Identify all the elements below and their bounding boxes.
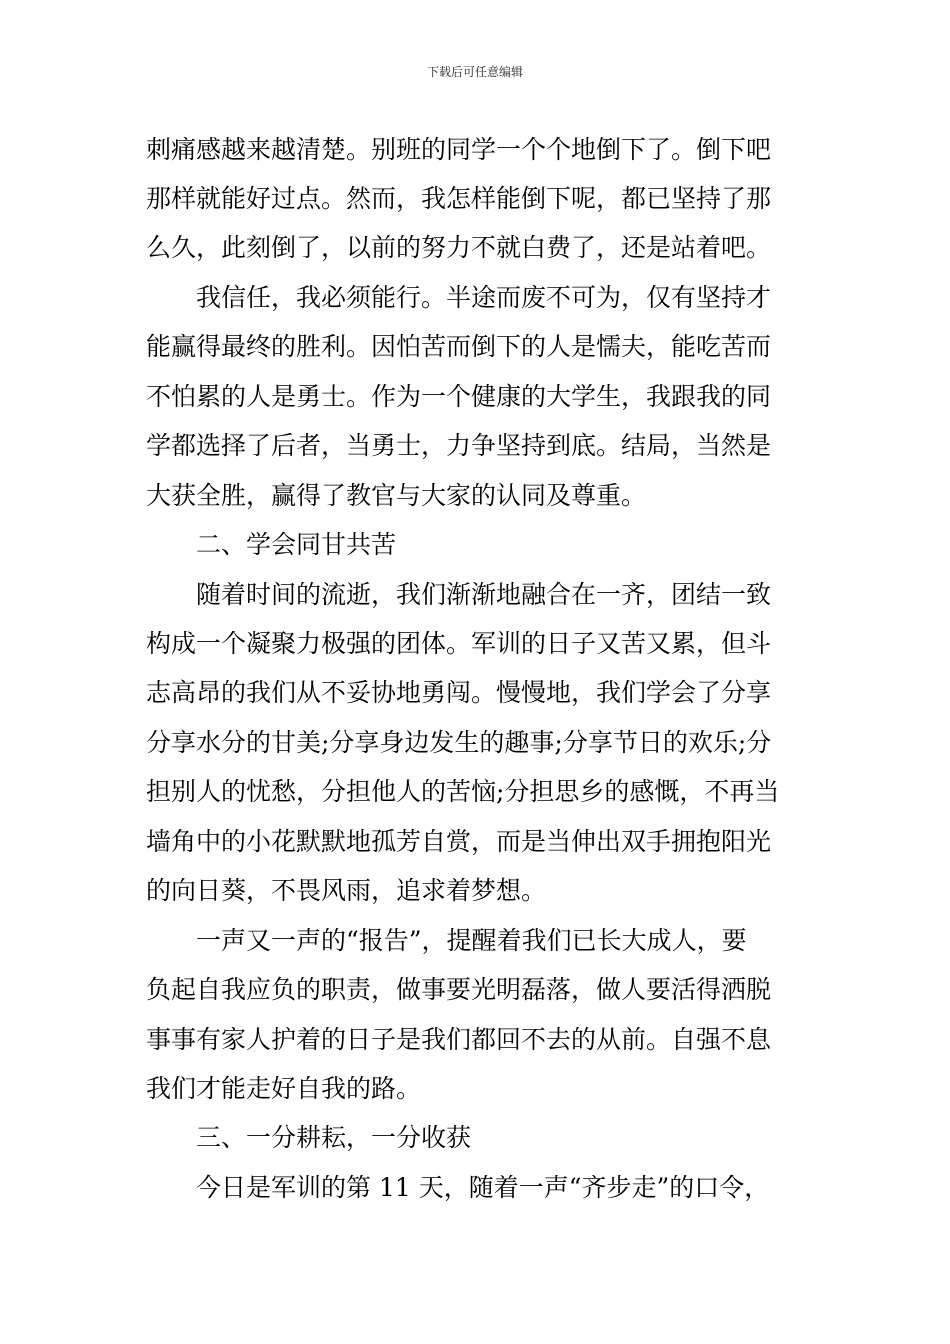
text-line: 么久，此刻倒了，以前的努力不就白费了，还是站着吧。 bbox=[146, 233, 772, 262]
text-line: 构成一个凝聚力极强的团体。军训的日子又苦又累，但斗 bbox=[146, 629, 772, 658]
text-line: 担别人的忧愁，分担他人的苦恼;分担思乡的感慨，不再当 bbox=[146, 777, 780, 806]
text-line: 刺痛感越来越清楚。别班的同学一个个地倒下了。倒下吧 bbox=[146, 135, 772, 164]
text-line: 学都选择了后者，当勇士，力争坚持到底。结局，当然是 bbox=[146, 431, 772, 460]
text-line: 事事有家人护着的日子是我们都回不去的从前。自强不息 bbox=[146, 1025, 772, 1054]
text-line: 我们才能走好自我的路。 bbox=[146, 1074, 422, 1103]
text-line: 墙角中的小花默默地孤芳自赏，而是当伸出双手拥抱阳光 bbox=[146, 827, 772, 856]
text-line: 大获全胜，赢得了教官与大家的认同及尊重。 bbox=[146, 481, 647, 510]
text-line: 分享水分的甘美;分享身边发生的趣事;分享节日的欢乐;分 bbox=[146, 728, 772, 757]
paragraph-first-line: 一声又一声的“报告”，提醒着我们已长大成人，要 bbox=[196, 926, 747, 955]
section-heading: 三、一分耕耘，一分收获 bbox=[196, 1123, 472, 1152]
text-line: 那样就能好过点。然而，我怎样能倒下呢，都已坚持了那 bbox=[146, 184, 772, 213]
section-heading: 二、学会同甘共苦 bbox=[196, 530, 397, 559]
paragraph-first-line: 今日是军训的第 11 天，随着一声“齐步走”的口令， bbox=[196, 1173, 770, 1202]
paragraph-first-line: 随着时间的流逝，我们渐渐地融合在一齐，团结一致 bbox=[196, 580, 772, 609]
text-line: 志高昂的我们从不妥协地勇闯。慢慢地，我们学会了分享 bbox=[146, 678, 772, 707]
text-line: 不怕累的人是勇士。作为一个健康的大学生，我跟我的同 bbox=[146, 382, 772, 411]
text-line: 的向日葵，不畏风雨，追求着梦想。 bbox=[146, 876, 547, 905]
paragraph-first-line: 我信任，我必须能行。半途而废不可为，仅有坚持才 bbox=[196, 283, 772, 312]
page-header: 下载后可任意编辑 bbox=[426, 65, 523, 79]
text-line: 负起自我应负的职责，做事要光明磊落，做人要活得洒脱 bbox=[146, 975, 772, 1004]
text-line: 能赢得最终的胜利。因怕苦而倒下的人是懦夫，能吃苦而 bbox=[146, 332, 772, 361]
